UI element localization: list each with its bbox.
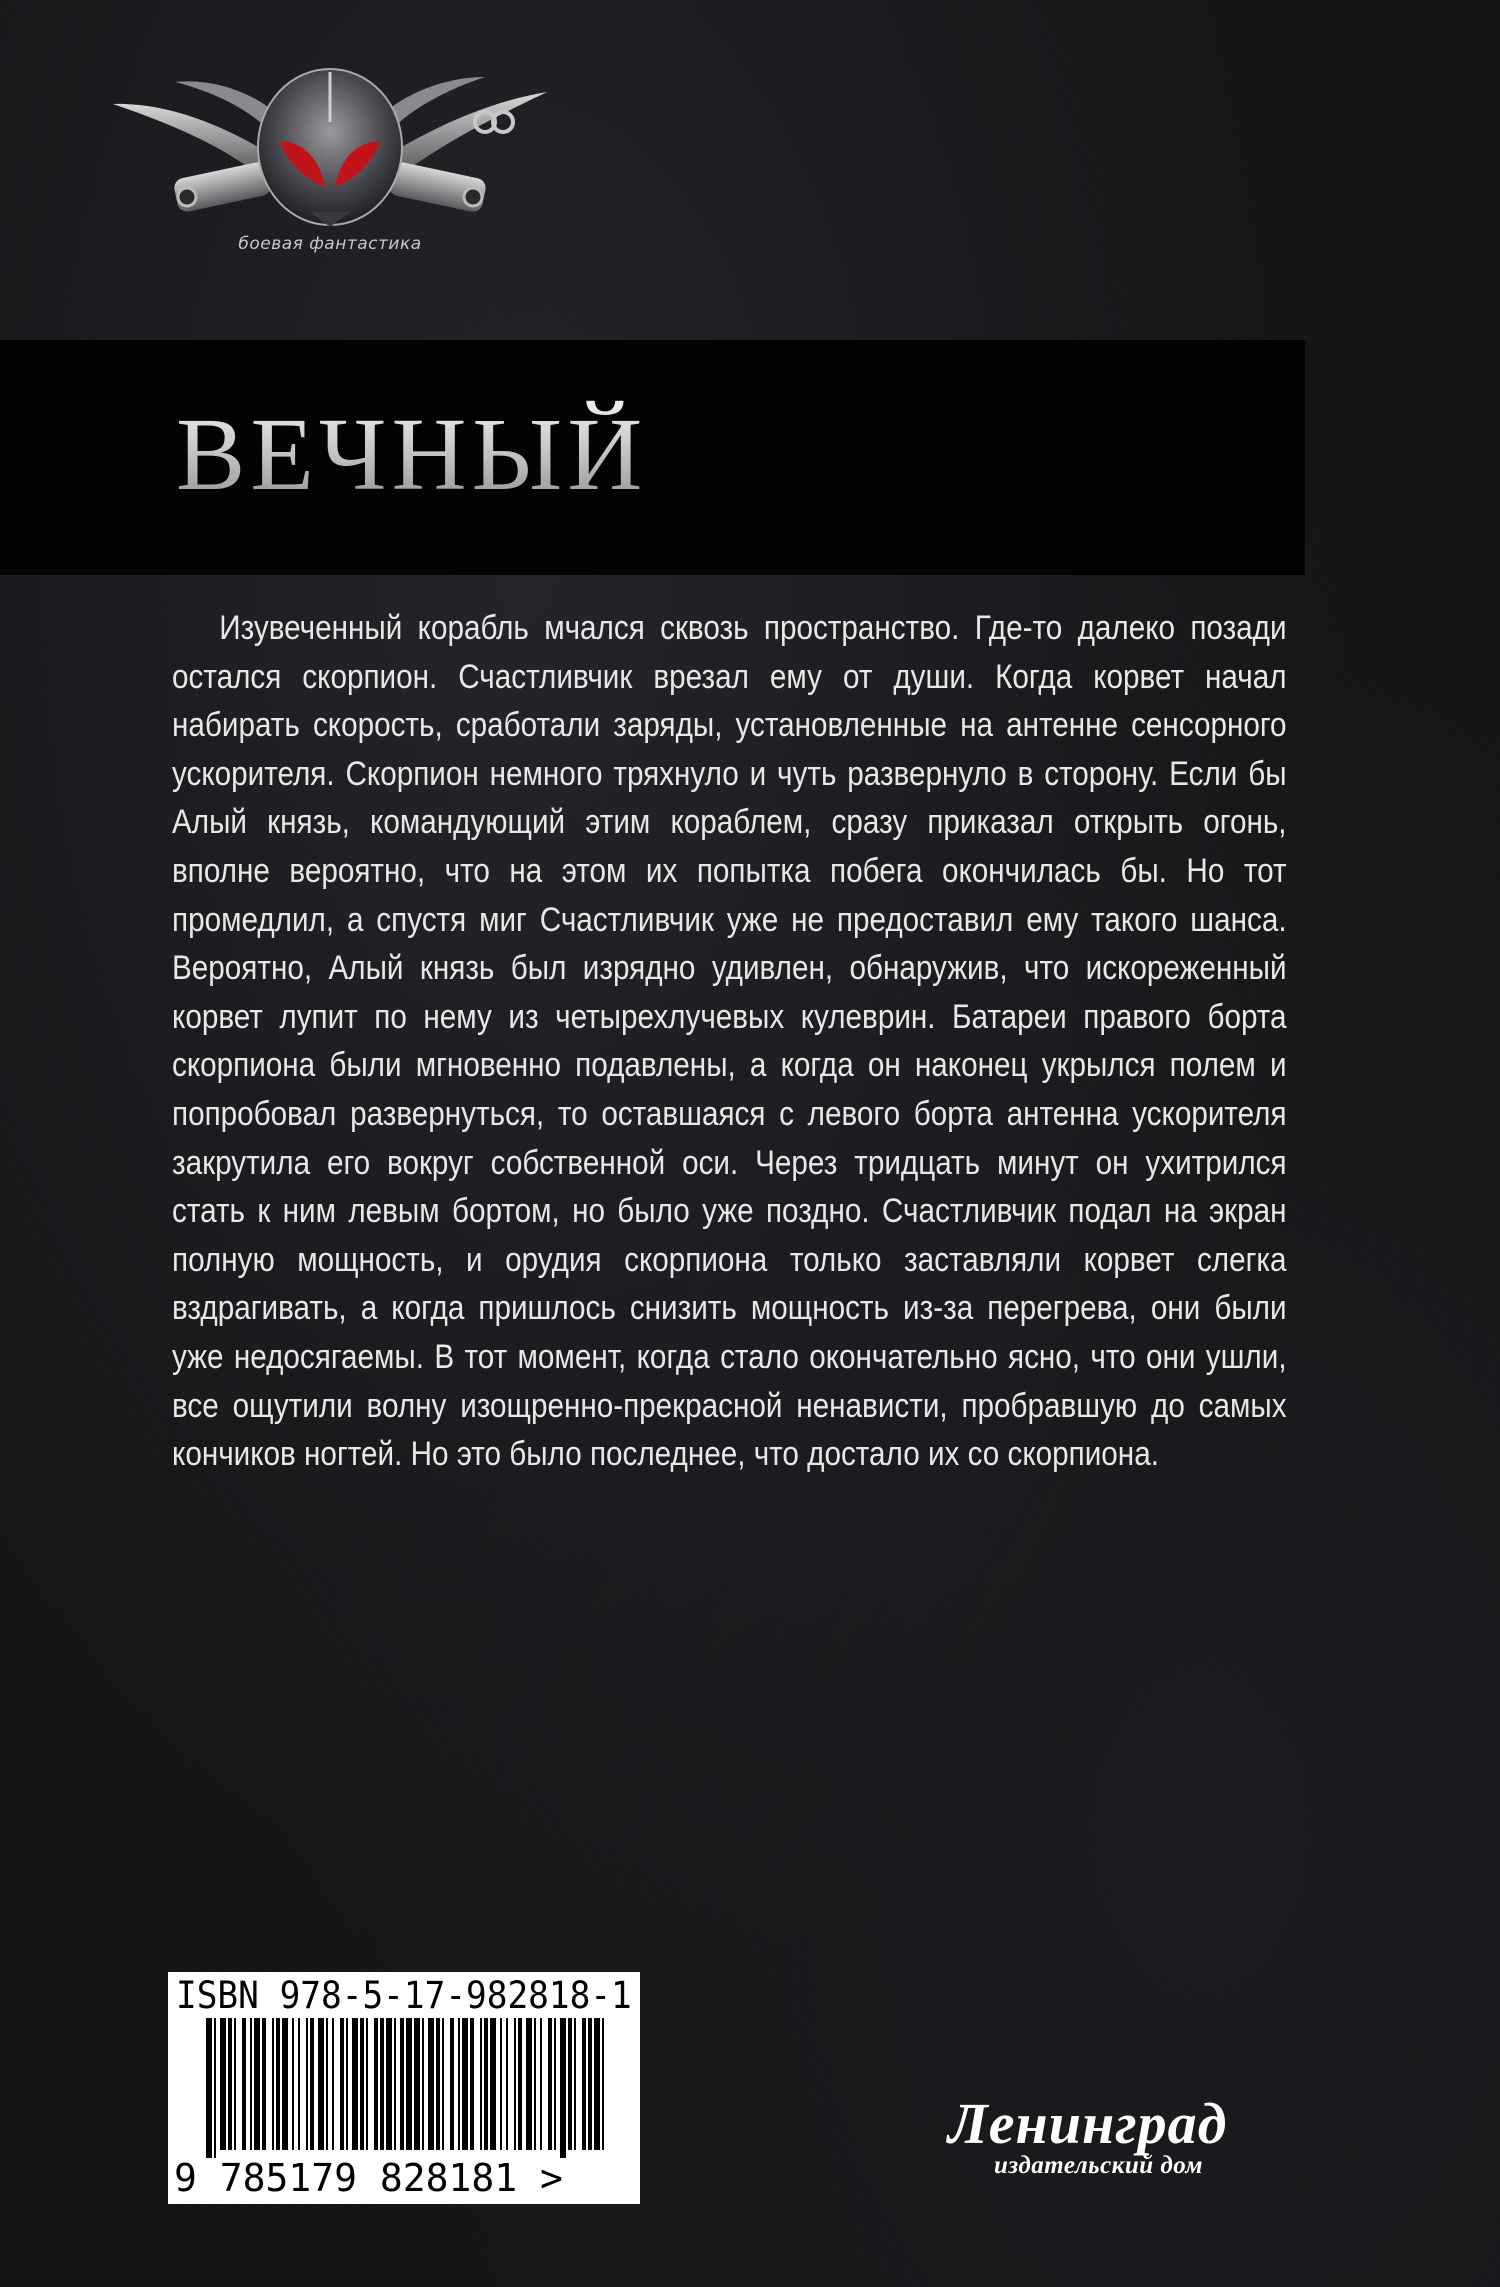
publisher-subtitle: издательский дом [994,2152,1203,2179]
series-logo [105,62,555,272]
publisher-name: Ленинград [948,2091,1228,2156]
barcode-digits: 9 785179 828181 > [174,2156,563,2200]
book-title: ВЕЧНЫЙ [176,395,647,515]
series-caption: боевая фантастика [238,234,422,254]
isbn-barcode-box [168,1972,640,2204]
publisher-logo [948,2090,1288,2200]
barcode-icon [168,2018,640,2158]
book-blurb: Изувеченный корабль мчался сквозь пространство. Где-то далеко позади остался скорпион. Счастливчик врезал ему от души. Когда корвет начал набирать скорость, сработали заряды, установленные на антенне сенсорного ускорителя. Скорпион немного тряхнуло и чуть развернуло в сторону. Если бы Алый князь, командующий этим кораблем, сразу приказал открыть огонь, вполне вероятно, что на этом их попытка побега окончилась бы. Но тот промедлил, а спустя миг Счастливчик уже не предоставил ему такого шанса. Вероятно, Алый князь был изрядно удивлен, обнаружив, что искореженный корвет лупит по нему из четырехлучевых кулеврин. Батареи правого борта скорпиона были мгновенно подавлены, а когда он наконец укрылся полем и попробовал развернуться, то оставшаяся с левого борта антенна ускорителя закрутила его вокруг собственной оси. Через тридцать минут он ухитрился стать к ним левым бортом, но было уже поздно. Счастливчик подал на экран полную мощность, и орудия скорпиона только заставляли корвет слегка вздрагивать, а когда пришлось снизить мощность из-за перегрева, они были уже недосягаемы. В тот момент, когда стало окончательно ясно, что они ушли, все ощутили волну изощренно-прекрасной ненависти, пробравшую до самых кончиков ногтей. Но это было последнее, что достало их со скорпиона. [172,609,1287,1474]
isbn-label: ISBN 978-5-17-982818-1 [176,1974,632,2017]
alien-helmet-logo-icon [105,62,555,242]
